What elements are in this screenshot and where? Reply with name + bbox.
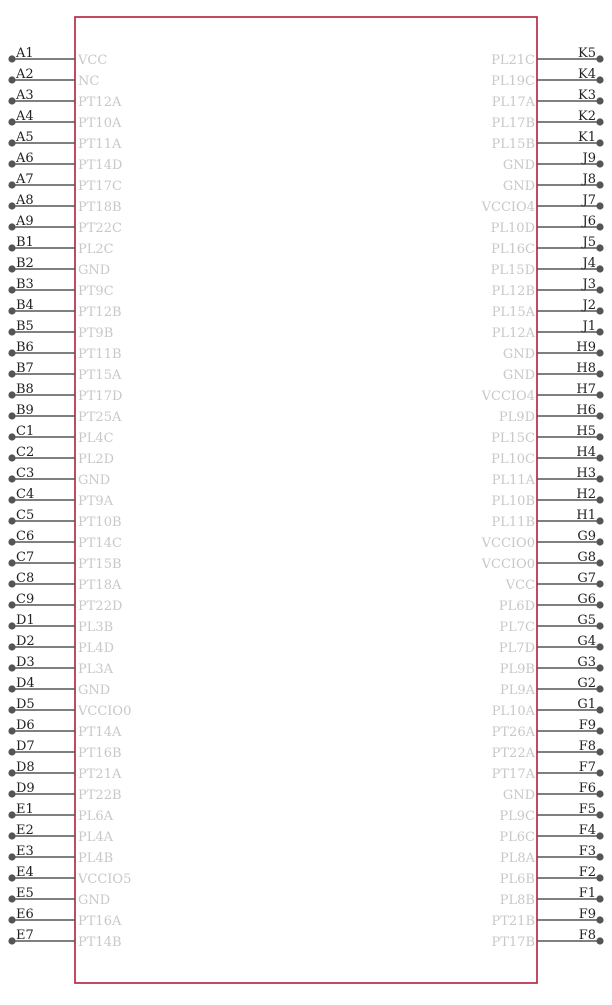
pin-end-dot	[596, 727, 603, 734]
pin-end-dot	[596, 895, 603, 902]
pin-end-dot	[596, 202, 603, 209]
pin-end-dot	[8, 328, 15, 335]
pin-end-dot	[8, 517, 15, 524]
pin-number: A7	[16, 172, 34, 187]
pin-end-dot	[596, 685, 603, 692]
pin-signal-label: PT22A	[491, 746, 535, 761]
pin-signal-label: PL9B	[499, 662, 535, 677]
pin-number: J5	[582, 235, 596, 250]
pin-number: B7	[16, 361, 34, 376]
pin-signal-label: PL8A	[499, 851, 535, 866]
pin-signal-label: GND	[78, 473, 111, 488]
pin-number: A9	[16, 214, 34, 229]
pin-signal-label: PL4A	[78, 830, 114, 845]
pin-number: H9	[576, 340, 596, 355]
pin-number: F5	[578, 802, 596, 817]
pin-end-dot	[8, 769, 15, 776]
pin-signal-label: PL12B	[491, 284, 535, 299]
pin-end-dot	[8, 454, 15, 461]
pin-end-dot	[596, 370, 603, 377]
pin-number: A4	[16, 109, 34, 124]
pin-number: G8	[577, 550, 596, 565]
pin-number: F2	[578, 865, 596, 880]
pin-end-dot	[596, 118, 603, 125]
pin-signal-label: PT18A	[78, 578, 122, 593]
pin-signal-label: PL10C	[491, 452, 535, 467]
pin-signal-label: VCCIO0	[481, 536, 535, 551]
pin-number: D3	[16, 655, 35, 670]
pin-signal-label: PL9D	[498, 410, 535, 425]
pin-signal-label: PT17D	[78, 389, 123, 404]
pin-end-dot	[596, 412, 603, 419]
pin-signal-label: GND	[78, 263, 111, 278]
pin-end-dot	[596, 244, 603, 251]
pin-end-dot	[596, 223, 603, 230]
pin-signal-label: GND	[502, 158, 535, 173]
pin-end-dot	[596, 937, 603, 944]
pin-signal-label: GND	[78, 893, 111, 908]
pin-end-dot	[8, 664, 15, 671]
pin-number: D9	[16, 781, 35, 796]
pin-signal-label: GND	[502, 788, 535, 803]
pin-end-dot	[596, 517, 603, 524]
pin-number: H1	[576, 508, 596, 523]
pin-number: C9	[16, 592, 35, 607]
pin-signal-label: VCCIO5	[78, 872, 132, 887]
pin-signal-label: PT17C	[78, 179, 122, 194]
pin-signal-label: PL6C	[499, 830, 535, 845]
pin-signal-label: PL10A	[491, 704, 535, 719]
pin-end-dot	[596, 265, 603, 272]
pin-number: H8	[576, 361, 596, 376]
pin-signal-label: PT14B	[78, 935, 122, 950]
pin-end-dot	[8, 97, 15, 104]
pin-signal-label: GND	[502, 179, 535, 194]
pin-number: D5	[16, 697, 35, 712]
pin-number: G5	[577, 613, 596, 628]
pin-number: G7	[577, 571, 596, 586]
pin-number: A3	[16, 88, 34, 103]
pin-end-dot	[596, 328, 603, 335]
pin-end-dot	[8, 853, 15, 860]
pin-number: E6	[16, 907, 34, 922]
pin-end-dot	[8, 202, 15, 209]
pin-end-dot	[596, 433, 603, 440]
pin-end-dot	[596, 97, 603, 104]
pin-signal-label: PL4B	[78, 851, 114, 866]
pin-number: J3	[582, 277, 596, 292]
pin-number: J8	[582, 172, 596, 187]
pin-signal-label: PL3B	[78, 620, 114, 635]
pin-signal-label: PT18B	[78, 200, 122, 215]
pin-number: B5	[16, 319, 34, 334]
pin-signal-label: PT21A	[78, 767, 122, 782]
pin-number: G9	[577, 529, 596, 544]
pin-signal-label: PL19C	[491, 74, 535, 89]
pin-end-dot	[8, 559, 15, 566]
pin-signal-label: PT12B	[78, 305, 122, 320]
pin-number: F1	[578, 886, 596, 901]
pin-end-dot	[8, 370, 15, 377]
pin-signal-label: PT10A	[78, 116, 122, 131]
pin-signal-label: GND	[78, 683, 111, 698]
pin-signal-label: PT16B	[78, 746, 122, 761]
pin-signal-label: PL6D	[498, 599, 535, 614]
pin-end-dot	[8, 643, 15, 650]
pin-signal-label: PT25A	[78, 410, 122, 425]
pin-number: F6	[578, 781, 596, 796]
pin-signal-label: PT17A	[491, 767, 535, 782]
pin-signal-label: PT14D	[78, 158, 123, 173]
pin-signal-label: GND	[502, 347, 535, 362]
pin-number: B3	[16, 277, 34, 292]
pin-signal-label: VCCIO4	[481, 200, 535, 215]
pin-number: H6	[576, 403, 596, 418]
pin-number: H7	[576, 382, 596, 397]
pin-number: G6	[577, 592, 596, 607]
pin-end-dot	[596, 76, 603, 83]
pin-end-dot	[8, 748, 15, 755]
pin-number: E1	[16, 802, 34, 817]
pin-signal-label: PL6B	[499, 872, 535, 887]
pin-number: E7	[16, 928, 34, 943]
pin-end-dot	[8, 118, 15, 125]
pin-number: C3	[16, 466, 35, 481]
pin-signal-label: PT9B	[78, 326, 114, 341]
pin-end-dot	[8, 181, 15, 188]
pin-number: C8	[16, 571, 35, 586]
pin-end-dot	[8, 790, 15, 797]
pin-end-dot	[8, 286, 15, 293]
pin-end-dot	[8, 76, 15, 83]
pin-end-dot	[8, 916, 15, 923]
pin-end-dot	[8, 937, 15, 944]
pin-signal-label: PL8B	[499, 893, 535, 908]
pin-number: A8	[16, 193, 34, 208]
pin-end-dot	[8, 160, 15, 167]
pin-signal-label: PL9C	[499, 809, 535, 824]
pin-signal-label: PT16A	[78, 914, 122, 929]
pin-end-dot	[8, 580, 15, 587]
pin-signal-label: PL15C	[491, 431, 535, 446]
pin-number: B1	[16, 235, 34, 250]
pin-end-dot	[8, 475, 15, 482]
pin-end-dot	[8, 832, 15, 839]
pin-number: C7	[16, 550, 35, 565]
pin-end-dot	[596, 622, 603, 629]
pin-number: H5	[576, 424, 596, 439]
pin-end-dot	[596, 706, 603, 713]
pin-signal-label: PL15B	[491, 137, 535, 152]
pin-number: J1	[582, 319, 596, 334]
pin-signal-label: PL6A	[78, 809, 114, 824]
pin-number: K2	[578, 109, 596, 124]
pin-number: J6	[582, 214, 596, 229]
pin-signal-label: PL12A	[491, 326, 535, 341]
pin-number: C5	[16, 508, 35, 523]
pin-signal-label: PT14C	[78, 536, 122, 551]
pin-number: B4	[16, 298, 34, 313]
pin-signal-label: PT12A	[78, 95, 122, 110]
pin-number: J9	[582, 151, 596, 166]
pin-signal-label: PT17B	[491, 935, 535, 950]
pin-end-dot	[596, 55, 603, 62]
pin-end-dot	[596, 139, 603, 146]
pin-signal-label: PL16C	[491, 242, 535, 257]
pin-number: F8	[578, 928, 596, 943]
pin-end-dot	[596, 811, 603, 818]
pin-end-dot	[596, 790, 603, 797]
component-body	[75, 17, 537, 983]
pin-end-dot	[8, 244, 15, 251]
pin-signal-label: PL11A	[491, 473, 535, 488]
pin-signal-label: PL2C	[78, 242, 114, 257]
pin-end-dot	[8, 433, 15, 440]
pin-number: F9	[578, 907, 596, 922]
pin-number: B9	[16, 403, 34, 418]
pin-end-dot	[596, 916, 603, 923]
pin-end-dot	[8, 307, 15, 314]
pin-end-dot	[596, 454, 603, 461]
pin-number: B8	[16, 382, 34, 397]
pin-signal-label: VCCIO0	[481, 557, 535, 572]
pin-number: E4	[16, 865, 34, 880]
pin-end-dot	[596, 349, 603, 356]
pin-signal-label: PT15B	[78, 557, 122, 572]
pin-number: F3	[578, 844, 596, 859]
pin-end-dot	[8, 874, 15, 881]
pin-number: E3	[16, 844, 34, 859]
pin-signal-label: PT14A	[78, 725, 122, 740]
pin-number: A1	[16, 46, 34, 61]
pin-end-dot	[596, 160, 603, 167]
left-pin-column	[8, 46, 131, 950]
pin-signal-label: PL15D	[490, 263, 535, 278]
pin-end-dot	[596, 475, 603, 482]
pin-end-dot	[8, 895, 15, 902]
pin-signal-label: PL10D	[490, 221, 535, 236]
pin-number: K4	[578, 67, 596, 82]
pin-number: F9	[578, 718, 596, 733]
pin-signal-label: PT26A	[491, 725, 535, 740]
pin-signal-label: PL3A	[78, 662, 114, 677]
pin-number: A2	[16, 67, 34, 82]
pin-number: F7	[578, 760, 596, 775]
pin-signal-label: PL15A	[491, 305, 535, 320]
pin-end-dot	[596, 643, 603, 650]
pin-signal-label: PL17B	[491, 116, 535, 131]
pin-end-dot	[8, 139, 15, 146]
pin-signal-label: PT11A	[78, 137, 122, 152]
pin-end-dot	[596, 496, 603, 503]
pin-signal-label: PT21B	[491, 914, 535, 929]
pin-end-dot	[8, 706, 15, 713]
pin-end-dot	[8, 223, 15, 230]
pin-end-dot	[8, 538, 15, 545]
pin-signal-label: PL7D	[498, 641, 535, 656]
pin-number: C1	[16, 424, 35, 439]
pin-signal-label: PT22C	[78, 221, 122, 236]
pin-number: H3	[576, 466, 596, 481]
pin-number: D1	[16, 613, 35, 628]
pin-number: C2	[16, 445, 35, 460]
pin-number: A6	[16, 151, 34, 166]
pin-end-dot	[8, 601, 15, 608]
pin-number: J2	[582, 298, 596, 313]
pin-end-dot	[8, 391, 15, 398]
pin-signal-label: PT9A	[78, 494, 114, 509]
pin-end-dot	[8, 412, 15, 419]
pin-signal-label: VCC	[78, 53, 108, 68]
pin-signal-label: PL11B	[491, 515, 535, 530]
pin-signal-label: NC	[78, 74, 100, 89]
pin-end-dot	[596, 286, 603, 293]
pin-number: D4	[16, 676, 35, 691]
pin-number: D8	[16, 760, 35, 775]
pin-end-dot	[596, 748, 603, 755]
pin-number: E5	[16, 886, 34, 901]
pin-end-dot	[8, 265, 15, 272]
pin-signal-label: PT22D	[78, 599, 123, 614]
pin-signal-label: PL21C	[491, 53, 535, 68]
pin-number: C4	[16, 487, 35, 502]
pin-number: B6	[16, 340, 34, 355]
pin-number: G2	[577, 676, 596, 691]
pin-signal-label: PL4D	[78, 641, 115, 656]
pin-signal-label: VCCIO0	[78, 704, 132, 719]
pin-number: K5	[578, 46, 596, 61]
pin-end-dot	[596, 181, 603, 188]
pin-end-dot	[596, 874, 603, 881]
pin-signal-label: VCC	[505, 578, 535, 593]
pin-signal-label: PL17A	[491, 95, 535, 110]
pin-number: B2	[16, 256, 34, 271]
pin-end-dot	[596, 580, 603, 587]
pin-number: G3	[577, 655, 596, 670]
pin-end-dot	[596, 601, 603, 608]
pin-signal-label: PT10B	[78, 515, 122, 530]
pin-number: G1	[577, 697, 596, 712]
pin-number: D2	[16, 634, 35, 649]
pin-end-dot	[8, 811, 15, 818]
pin-signal-label: PL4C	[78, 431, 114, 446]
pin-end-dot	[8, 685, 15, 692]
pin-signal-label: PT9C	[78, 284, 114, 299]
pin-signal-label: PT22B	[78, 788, 122, 803]
pin-number: E2	[16, 823, 34, 838]
pin-end-dot	[596, 664, 603, 671]
pin-number: A5	[16, 130, 34, 145]
pin-number: D6	[16, 718, 35, 733]
pin-end-dot	[596, 307, 603, 314]
pin-number: F4	[578, 823, 596, 838]
pin-end-dot	[596, 853, 603, 860]
pin-end-dot	[8, 496, 15, 503]
pin-number: C6	[16, 529, 35, 544]
pin-end-dot	[596, 391, 603, 398]
pin-end-dot	[596, 832, 603, 839]
pin-number: H4	[576, 445, 596, 460]
pin-end-dot	[596, 559, 603, 566]
pin-signal-label: PT11B	[78, 347, 122, 362]
pin-signal-label: PL2D	[78, 452, 115, 467]
pin-end-dot	[8, 55, 15, 62]
pin-number: G4	[577, 634, 596, 649]
pin-number: J4	[582, 256, 596, 271]
pin-number: K1	[578, 130, 596, 145]
pin-number: K3	[578, 88, 596, 103]
pin-end-dot	[8, 622, 15, 629]
pin-number: D7	[16, 739, 35, 754]
pin-number: H2	[576, 487, 596, 502]
pin-signal-label: PL9A	[499, 683, 535, 698]
pin-signal-label: PT15A	[78, 368, 122, 383]
pin-end-dot	[8, 349, 15, 356]
pin-number: J7	[582, 193, 596, 208]
pin-end-dot	[596, 538, 603, 545]
pin-number: F8	[578, 739, 596, 754]
pin-signal-label: VCCIO4	[481, 389, 535, 404]
pin-end-dot	[596, 769, 603, 776]
pin-signal-label: PL10B	[491, 494, 535, 509]
pin-signal-label: PL7C	[499, 620, 535, 635]
pin-end-dot	[8, 727, 15, 734]
pin-signal-label: GND	[502, 368, 535, 383]
